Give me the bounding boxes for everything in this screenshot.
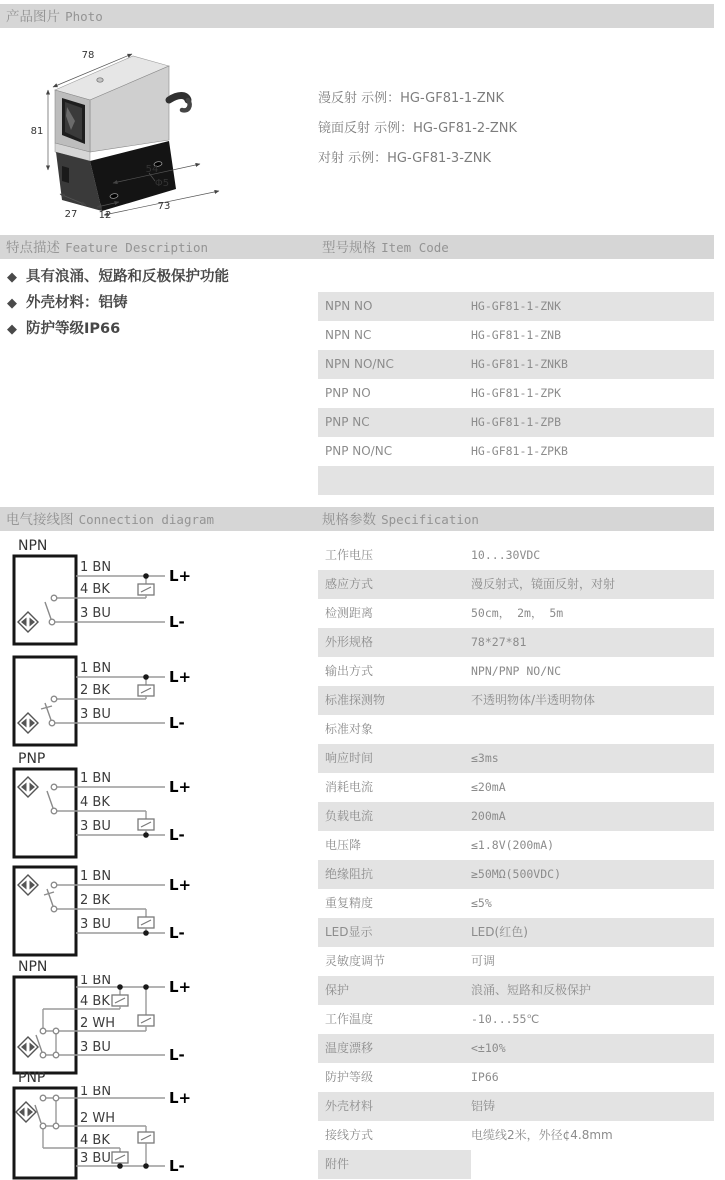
rail-minus: L- <box>169 826 185 844</box>
table-row <box>318 715 714 744</box>
row-value: HG-GF81-1-ZPK <box>471 386 562 400</box>
row-label: NPN NO/NC <box>325 357 394 371</box>
rail-minus: L- <box>169 1046 185 1064</box>
row-value: HG-GF81-1-ZPKB <box>471 444 568 458</box>
row-value: 可调 <box>471 954 496 968</box>
photo-title-zh: 产品图片 <box>6 9 60 25</box>
spec-title-en: Specification <box>381 512 479 527</box>
table-row <box>318 292 714 321</box>
dim-height: 81 <box>30 126 44 137</box>
dim-width: 78 <box>81 50 95 61</box>
row-value: 铝铸 <box>471 1099 496 1113</box>
row-label: 防护等级 <box>325 1070 374 1084</box>
row-value: IP66 <box>471 1070 499 1084</box>
table-row <box>318 1150 714 1179</box>
product-drawing <box>12 42 237 224</box>
photo-title-en: Photo <box>65 9 103 24</box>
row-label: 附件 <box>318 1150 471 1179</box>
row-value <box>471 715 714 744</box>
wiring-diagram-pnp-no <box>5 751 305 863</box>
diamond-bullet-icon: ◆ <box>7 270 17 285</box>
itemcode-title-zh: 型号规格 <box>322 240 376 256</box>
wire-label: 3 BU <box>80 1151 111 1166</box>
table-row <box>318 570 714 599</box>
table-row <box>318 628 714 657</box>
row-label: 温度漂移 <box>325 1041 374 1055</box>
row-value: HG-GF81-1-ZPB <box>471 415 562 429</box>
dim-hole: Φ5 <box>154 178 170 189</box>
row-value: -10...55℃ <box>471 1012 540 1026</box>
row-label: LED显示 <box>325 925 373 939</box>
wiring-diagram-pnp-nc <box>5 865 305 961</box>
table-row <box>318 744 714 773</box>
row-value: ≤1.8V(200mA) <box>471 838 555 852</box>
table-row <box>318 1121 714 1150</box>
rail-minus: L- <box>169 924 185 942</box>
example-throughbeam: 对射 示例：HG-GF81-3-ZNK <box>318 151 492 166</box>
row-label: 绝缘阻抗 <box>325 867 374 881</box>
row-label: 响应时间 <box>325 751 374 765</box>
table-row <box>318 802 714 831</box>
row-value: 50cm， 2m， 5m <box>471 606 564 620</box>
wire-label: 3 BU <box>80 606 111 621</box>
wire-label: 1 BN <box>80 560 112 575</box>
table-row <box>318 350 714 379</box>
row-value: ≤5% <box>471 896 492 910</box>
row-label: 标准对象 <box>325 722 374 736</box>
row-value: HG-GF81-1-ZNB <box>471 328 562 342</box>
wire-label: 2 WH <box>80 1016 116 1031</box>
wire-label: 3 BU <box>80 917 111 932</box>
wire-label: 1 BN <box>80 771 112 786</box>
table-row <box>318 599 714 628</box>
wire-label: 3 BU <box>80 819 111 834</box>
connection-title-en: Connection diagram <box>78 512 215 527</box>
table-row <box>318 686 714 715</box>
wiring-diagram-npn-4wire <box>5 959 305 1079</box>
rail-plus: L+ <box>169 1089 192 1107</box>
section-band-connection-spec <box>0 507 714 531</box>
rail-plus: L+ <box>169 778 192 796</box>
row-label: 接线方式 <box>325 1128 374 1142</box>
table-row <box>318 947 714 976</box>
table-row <box>318 1005 714 1034</box>
row-value: 10...30VDC <box>471 548 541 562</box>
diagram-title: NPN <box>18 959 48 975</box>
dim-depth: 27 <box>64 209 78 220</box>
row-value <box>471 1150 714 1179</box>
item-code-table <box>318 292 714 495</box>
row-label: 工作电压 <box>325 548 374 562</box>
table-row <box>318 657 714 686</box>
wire-label: 2 BK <box>80 893 110 908</box>
table-row <box>318 773 714 802</box>
row-label: PNP NO <box>325 386 371 400</box>
example-retroreflective: 镜面反射 示例：HG-GF81-2-ZNK <box>318 121 518 136</box>
diagram-title: NPN <box>18 538 48 554</box>
wire-label: 4 BK <box>80 795 110 810</box>
row-value: 78*27*81 <box>471 635 527 649</box>
table-row <box>318 379 714 408</box>
rail-minus: L- <box>169 613 185 631</box>
rail-plus: L+ <box>169 978 192 996</box>
wire-label: 1 BN <box>80 661 112 676</box>
dim-offset: 12 <box>98 210 112 221</box>
row-label: 检测距离 <box>325 606 374 620</box>
table-row <box>318 321 714 350</box>
row-label: 消耗电流 <box>325 780 374 794</box>
cable <box>169 96 188 101</box>
spec-title-zh: 规格参数 <box>322 512 376 528</box>
row-label: NPN NO <box>325 299 373 313</box>
specification-table <box>318 541 714 1179</box>
feature-item: ◆ 外壳材料：铝铸 <box>7 295 128 311</box>
feature-item: ◆ 防护等级IP66 <box>7 321 121 337</box>
section-band-photo <box>0 4 714 28</box>
row-label: 外壳材料 <box>325 1099 374 1113</box>
row-label: 负载电流 <box>325 809 374 823</box>
wiring-diagram-npn-no <box>5 538 305 650</box>
table-row <box>318 541 714 570</box>
row-label: 外形规格 <box>325 635 374 649</box>
features-title-en: Feature Description <box>65 240 209 255</box>
row-value <box>471 466 714 495</box>
table-row <box>318 1092 714 1121</box>
example-codes <box>318 84 517 174</box>
table-row <box>318 437 714 466</box>
row-value: <±10% <box>471 1041 506 1055</box>
table-row <box>318 918 714 947</box>
wire-label: 4 BK <box>80 994 110 1009</box>
wire-label: 2 WH <box>80 1111 116 1126</box>
wire-label: 3 BU <box>80 707 111 722</box>
diamond-bullet-icon: ◆ <box>7 322 17 337</box>
table-row <box>318 1034 714 1063</box>
wire-label: 1 BN <box>80 869 112 884</box>
row-label: 感应方式 <box>325 577 374 591</box>
row-label: PNP NO/NC <box>325 444 393 458</box>
dim-base: 73 <box>157 201 171 212</box>
row-value: HG-GF81-1-ZNKB <box>471 357 568 371</box>
rail-minus: L- <box>169 1157 185 1175</box>
feature-item: ◆ 具有浪涌、短路和反极保护功能 <box>7 269 229 285</box>
features-title-zh: 特点描述 <box>6 240 60 256</box>
wire-label: 4 BK <box>80 1133 110 1148</box>
table-row <box>318 408 714 437</box>
row-label <box>318 466 471 495</box>
row-value: ≤3ms <box>471 751 499 765</box>
table-row <box>318 831 714 860</box>
wire-label: 2 BK <box>80 683 110 698</box>
row-value: NPN/PNP NO/NC <box>471 664 562 678</box>
wire-label: 4 BK <box>80 582 110 597</box>
row-label: 标准探测物 <box>325 693 386 707</box>
row-value: 不透明物体/半透明物体 <box>471 693 596 707</box>
dim-pitch: 54 <box>145 164 159 175</box>
wiring-diagram-npn-nc <box>5 655 305 751</box>
row-value: 漫反射式，镜面反射，对射 <box>471 577 616 591</box>
row-value: HG-GF81-1-ZNK <box>471 299 562 313</box>
row-label: 电压降 <box>325 838 362 852</box>
table-row <box>318 466 714 495</box>
connection-title-zh: 电气接线图 <box>6 512 74 528</box>
table-row <box>318 860 714 889</box>
feature-list <box>7 266 229 344</box>
rail-plus: L+ <box>169 668 192 686</box>
section-band-features-itemcode <box>0 235 714 259</box>
row-label: PNP NC <box>325 415 370 429</box>
wiring-diagram-pnp-4wire <box>5 1070 305 1180</box>
rail-plus: L+ <box>169 876 192 894</box>
diagram-title: PNP <box>18 751 46 767</box>
rail-minus: L- <box>169 714 185 732</box>
top-screw <box>97 78 103 82</box>
row-value: LED(红色) <box>471 925 528 939</box>
diamond-bullet-icon: ◆ <box>7 296 17 311</box>
wire-label: 1 BN <box>80 1086 112 1099</box>
table-row <box>318 1063 714 1092</box>
row-label: NPN NC <box>325 328 372 342</box>
table-row <box>318 976 714 1005</box>
row-value: 浪涌、短路和反极保护 <box>471 983 592 997</box>
example-diffuse: 漫反射 示例：HG-GF81-1-ZNK <box>318 91 505 106</box>
row-label: 重复精度 <box>325 896 374 910</box>
rail-plus: L+ <box>169 567 192 585</box>
row-value: ≤20mA <box>471 780 506 794</box>
row-label: 输出方式 <box>325 664 374 678</box>
table-row <box>318 889 714 918</box>
wire-label: 1 BN <box>80 975 112 988</box>
wire-label: 3 BU <box>80 1040 111 1055</box>
itemcode-title-en: Item Code <box>381 240 449 255</box>
row-value: ≥50MΩ(500VDC) <box>471 867 562 881</box>
row-label: 工作温度 <box>325 1012 374 1026</box>
row-value: 200mA <box>471 809 506 823</box>
row-label: 灵敏度调节 <box>325 954 386 968</box>
diagram-title: PNP <box>18 1070 46 1086</box>
row-value: 电缆线2米，外径¢4.8mm <box>471 1128 613 1142</box>
row-label: 保护 <box>325 983 350 997</box>
